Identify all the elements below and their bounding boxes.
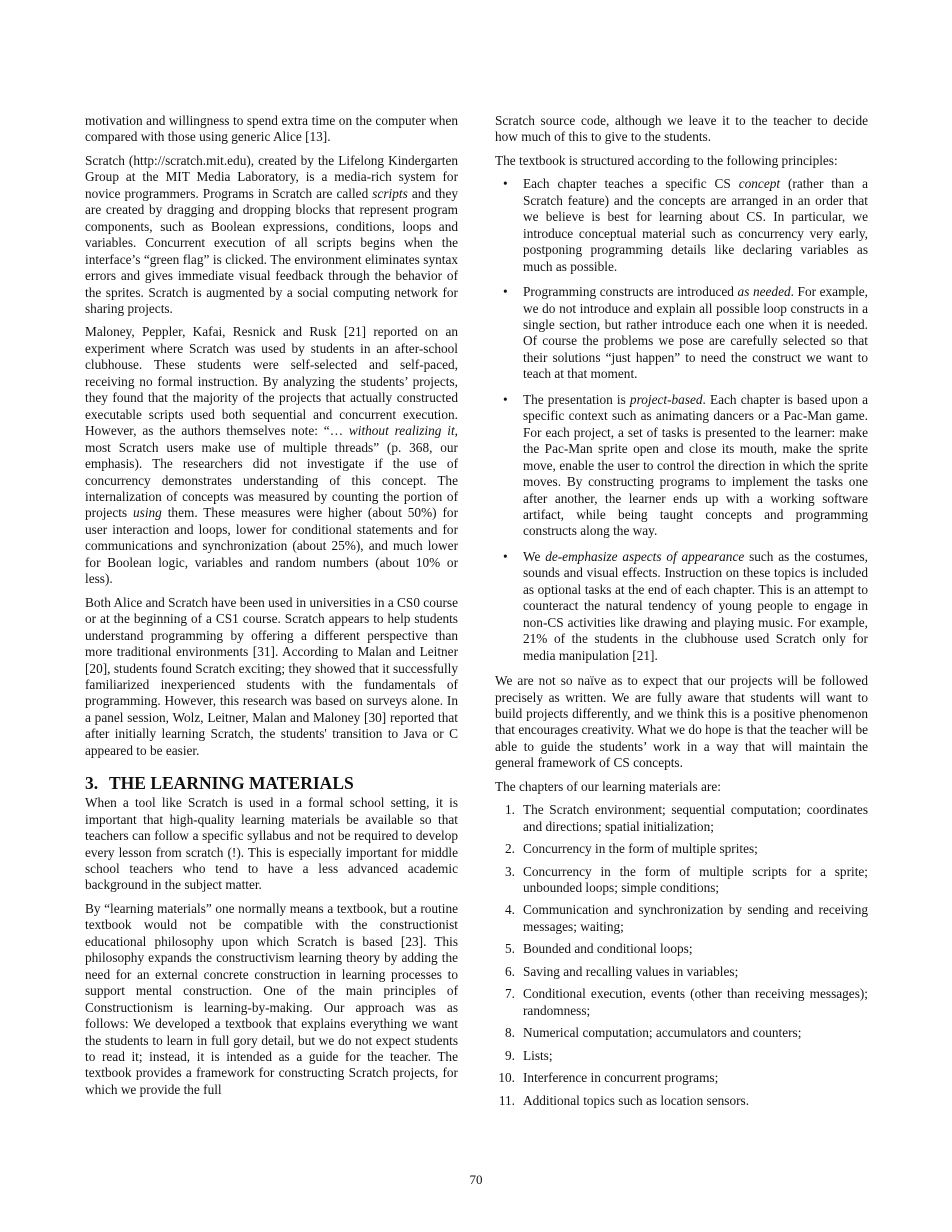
- list-item: 11. Additional topics such as location sensors.: [498, 1092, 750, 1108]
- list-item: 5. Bounded and conditional loops;: [505, 941, 693, 957]
- paragraph-principles-intro: The textbook is structured according to the following principles:: [495, 152, 838, 168]
- paragraph-formal-setting: When a tool like Scratch is used in a formal school setting, it is important that high-quality learning materials be available so that teachers can follow a specific syllabus and not be required to develop every lesson from scratch (!). This is especially important for middle school teachers who tend to have a less advanced academic background in the subject matter.: [85, 795, 458, 893]
- paragraph-alice-scratch: Both Alice and Scratch have been used in universities in a CS0 course or at the beginning of a CS1 course. Scratch appears to help students understand programming by offering a different perspective than more traditional environments [31]. According to Malan and Leitner [20], students found Scratch exciting; they showed that it successfully familiarized inexperienced students with the fundamentals of programming. However, this research was based on surveys alone. In a panel session, Wolz, Leitner, Malan and Maloney [30] reported that after initially learning Scratch, the students' transition to Java or C appeared to be easier.: [85, 594, 458, 758]
- paragraph-source-code: Scratch source code, although we leave it to the teacher to decide how much of this to give to the students.: [495, 113, 868, 145]
- list-item: 4. Communication and synchronization by sending and receiving messages; waiting;: [505, 902, 868, 934]
- paragraph: motivation and willingness to spend extra time on the computer when compared with those using generic Alice [13].: [85, 113, 458, 145]
- principles-list: [495, 176, 868, 664]
- paragraph-chapters-intro: The chapters of our learning materials are:: [495, 778, 721, 794]
- paragraph-naive: We are not so naïve as to expect that our projects will be followed precisely as written. We are fully aware that students will want to build projects differently, and we think this is a positive phenomenon that encourages creativity. What we do hope is that the teacher will be able to guide the students’ work in a way that will maintain the general framework of CS concepts.: [495, 673, 868, 771]
- list-item: • Each chapter teaches a specific CS concept (rather than a Scratch feature) and the concepts are arranged in an order that we believe is best for learning about CS. In particular, we introduce conceptual material such as concurrency very early, postponing programming details like declaring variables as much as possible.: [495, 176, 868, 275]
- list-item: • We de-emphasize aspects of appearance such as the costumes, sounds and visual effects. Instruction on these topics is included as optional tasks at the end of each chapter. This is an attempt to counteract the natural tendency of young people to engage in non-CS activities like drawing and playing music. For example, 21% of the students in the clubhouse used Scratch only for media manipulation [21].: [495, 549, 868, 664]
- left-column: [85, 113, 458, 1105]
- list-item: • The presentation is project-based. Each chapter is based upon a specific context such as animating dancers or a Pac-Man game. For each project, a set of tasks is presented to the learner: make the Pac-Man sprite open and close its mouth, make the sprite move, enable the user to control the direction in which the sprite moves. By constructing programs to implement the tasks one after another, the learner ends up with a working software artifact, while being taught concepts and programming constructs along the way.: [495, 392, 868, 540]
- paragraph-maloney: Maloney, Peppler, Kafai, Resnick and Rusk [21] reported on an experiment where Scratch was used by students in an after-school clubhouse. These students were self-selected and self-paced, receiving no formal instruction. By analyzing the students’ projects, they found that the majority of the projects that actually constructed executable scripts used both sequential and concurrent execution. However, as the authors themselves note: “… without realizing it, most Scratch users make use of multiple threads” (p. 368, our emphasis). The researchers did not investigate if the use of concurrency demonstrates understanding of this concept. The internalization of concepts was measured by counting the portion of projects using them. These measures were higher (about 50%) for user interaction and loops, lower for conditional statements and for communications and synchronization (about 25%), and much lower for Boolean logic, variables and random numbers (about 10% or less).: [85, 324, 458, 587]
- list-item: 9. Lists;: [505, 1047, 553, 1063]
- chapters-list: [495, 802, 868, 1109]
- list-item: 8. Numerical computation; accumulators and counters;: [505, 1025, 802, 1041]
- list-item: 6. Saving and recalling values in variables;: [505, 963, 739, 979]
- right-column: [495, 113, 868, 1115]
- paragraph-learning-materials: By “learning materials” one normally means a textbook, but a routine textbook would not be compatible with the constructionist educational philosophy upon which Scratch is based [23]. This philosophy expands the constructivism learning theory by adding the need for an external concrete construction in learning processes to support mental construction. One of the main principles of Constructionism is learning-by-making. Our approach was as follows: We developed a textbook that explains everything we want the students to learn in full gory detail, but we do not expect students to read it; instead, it is intended as a guide for the teacher. The textbook provides a framework for constructing Scratch projects, for which we provide the full: [85, 900, 458, 1097]
- list-item: 1. The Scratch environment; sequential computation; coordinates and directions; spatial initialization;: [505, 802, 868, 834]
- page-number: 70: [469, 1172, 483, 1187]
- paragraph-scratch-intro: Scratch (http://scratch.mit.edu), created by the Lifelong Kindergarten Group at the MIT Media Laboratory, is a media-rich system for novice programmers. Programs in Scratch are called scripts and they are created by dragging and dropping blocks that represent program components, such as Boolean expressions, conditions, loops and variables. Concurrent execution of all scripts begins when the interface’s “green flag” is clicked. The environment eliminates syntax errors and gives immediate visual feedback through the behavior of the sprites. Scratch is augmented by a social computing network for sharing projects.: [85, 152, 458, 316]
- list-item: • Programming constructs are introduced as needed. For example, we do not introduce and explain all possible loop constructs in a single section, but rather introduce each one when it is needed. Of course the problems we pose are carefully selected so that their solutions “just happen” to need the construct we want to teach at that moment.: [495, 284, 868, 383]
- section-heading: 3. THE LEARNING MATERIALS: [85, 773, 354, 794]
- list-item: 3. Concurrency in the form of multiple scripts for a sprite; unbounded loops; simple conditions;: [505, 863, 868, 896]
- list-item: 7. Conditional execution, events (other than receiving messages); randomness;: [505, 986, 868, 1018]
- list-item: 10. Interference in concurrent programs;: [498, 1070, 719, 1086]
- list-item: 2. Concurrency in the form of multiple sprites;: [505, 841, 758, 857]
